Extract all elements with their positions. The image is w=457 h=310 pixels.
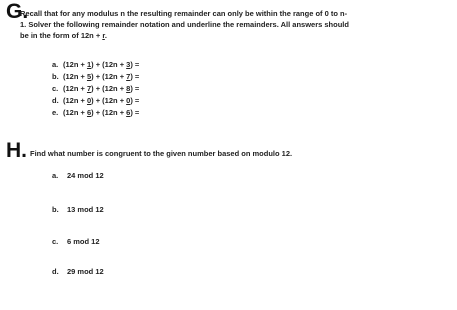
- instruction-form-end: .: [104, 31, 107, 40]
- section-g-instruction-line2: 1. Solver the following remainder notation and underline the remainders. All answers should: [20, 20, 349, 29]
- g-item-b: [52, 72, 139, 82]
- h-item-label: a.: [52, 171, 59, 180]
- g-item-part: ) + (12n +: [91, 60, 127, 69]
- h-item-text: 6 mod 12: [67, 237, 100, 246]
- h-item-label: b.: [52, 205, 59, 214]
- instruction-form-text: be in the form of 12n +: [20, 31, 103, 40]
- g-item-part: (12n +: [63, 108, 87, 117]
- g-item-remainder: 7: [126, 72, 131, 81]
- g-item-d: [52, 96, 139, 106]
- g-item-c: [52, 84, 139, 94]
- g-item-part: (12n +: [63, 96, 87, 105]
- g-item-label: a.: [52, 60, 59, 69]
- g-item-part: ) + (12n +: [91, 96, 127, 105]
- h-item-b: [52, 205, 104, 215]
- g-item-label: e.: [52, 108, 59, 117]
- h-item-text: 13 mod 12: [67, 205, 104, 214]
- g-item-part: ) =: [130, 108, 140, 117]
- section-g-instruction-line1: Recall that for any modulus n the resulting remainder can only be within the range of 0 to n-: [20, 9, 348, 18]
- g-item-label: b.: [52, 72, 59, 81]
- g-item-part: ) =: [130, 72, 140, 81]
- instruction-form-r: r: [102, 31, 105, 40]
- h-item-label: d.: [52, 267, 59, 276]
- g-item-part: ) =: [130, 96, 140, 105]
- section-g-instruction-line3: [20, 30, 107, 41]
- g-item-remainder: 1: [86, 60, 92, 69]
- h-item-a: [52, 171, 104, 181]
- g-item-part: ) + (12n +: [91, 84, 127, 93]
- section-h-instruction: Find what number is congruent to the given number based on modulo 12.: [30, 149, 293, 158]
- g-item-remainder: 6: [86, 108, 92, 117]
- g-item-label: c.: [52, 84, 59, 93]
- g-item-a: [52, 60, 139, 70]
- g-item-part: (12n +: [63, 84, 87, 93]
- g-item-remainder: 6: [126, 108, 131, 117]
- g-item-part: (12n +: [63, 72, 87, 81]
- h-item-text: 24 mod 12: [67, 171, 104, 180]
- h-item-d: [52, 267, 104, 277]
- h-item-label: c.: [52, 237, 59, 246]
- g-item-label: d.: [52, 96, 59, 105]
- g-item-remainder: 7: [86, 84, 92, 93]
- g-item-remainder: 5: [86, 72, 92, 81]
- g-item-part: ) + (12n +: [91, 72, 127, 81]
- section-g-letter: G.: [6, 0, 29, 23]
- g-item-part: ) =: [130, 84, 140, 93]
- g-item-part: ) + (12n +: [91, 108, 127, 117]
- h-item-text: 29 mod 12: [67, 267, 104, 276]
- h-item-c: [52, 237, 100, 247]
- g-item-remainder: 3: [126, 60, 131, 69]
- g-item-remainder: 0: [86, 96, 92, 105]
- g-item-e: [52, 108, 139, 118]
- g-item-part: (12n +: [63, 60, 87, 69]
- section-h-letter: H.: [6, 139, 27, 162]
- g-item-part: ) =: [130, 60, 140, 69]
- g-item-remainder: 8: [126, 84, 131, 93]
- g-item-remainder: 0: [126, 96, 131, 105]
